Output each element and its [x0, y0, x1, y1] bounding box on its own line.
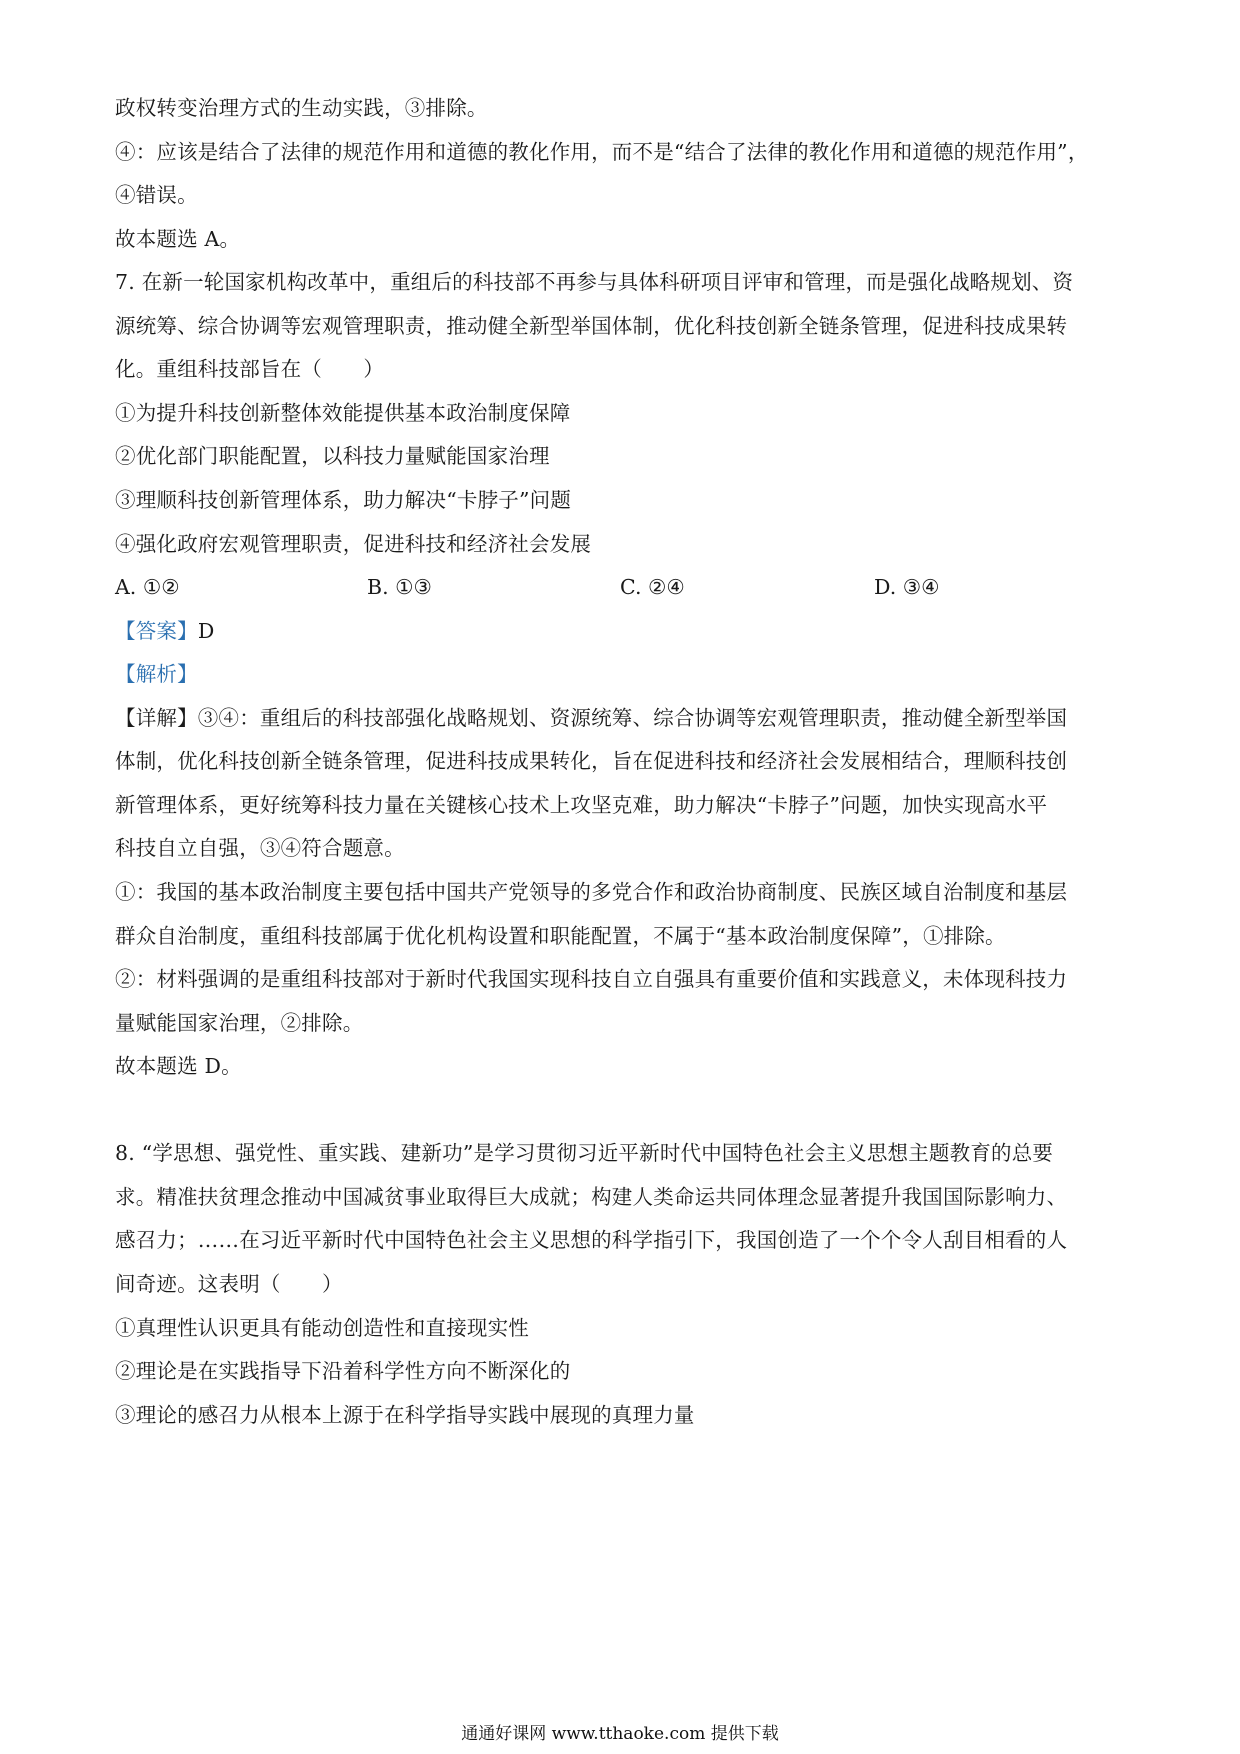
explanation-line: ①：我国的基本政治制度主要包括中国共产党领导的多党合作和政治协商制度、民族区域自治制度和基层 — [115, 880, 1068, 904]
explanation-line: 体制，优化科技创新全链条管理，促进科技成果转化，旨在促进科技和经济社会发展相结合，理顺科技创 — [115, 749, 1068, 773]
explanation-line: ②：材料强调的是重组科技部对于新时代我国实现科技自立自强具有重要价值和实践意义，未体现科技力 — [115, 967, 1068, 991]
question-7-stem: 源统筹、综合协调等宏观管理职责，推动健全新型举国体制，优化科技创新全链条管理，促进科技成果转 — [115, 314, 1068, 338]
answer-value: D — [197, 619, 215, 643]
explanation-line: 科技自立自强，③④符合题意。 — [115, 836, 405, 860]
text-line: ④错误。 — [115, 183, 198, 207]
question-8-stem: 间奇迹。这表明（ ） — [115, 1272, 343, 1296]
option-d: D. ③④ — [874, 575, 940, 599]
question-7-statement: ②优化部门职能配置，以科技力量赋能国家治理 — [115, 444, 550, 468]
analysis-line — [115, 660, 1135, 688]
answer-line — [115, 617, 1135, 645]
question-7-stem: 化。重组科技部旨在（ ） — [115, 357, 385, 381]
option-b: B. ①③ — [367, 575, 432, 599]
question-8-statement: ③理论的感召力从根本上源于在科学指导实践中展现的真理力量 — [115, 1403, 695, 1427]
explanation-line: 新管理体系，更好统筹科技力量在关键核心技术上攻坚克难，助力解决“卡脖子”问题，加快实现高水平 — [115, 793, 1048, 817]
question-8-stem: 感召力；……在习近平新时代中国特色社会主义思想的科学指引下，我国创造了一个个令人刮目相看的人 — [115, 1228, 1068, 1252]
explanation-line: 【详解】③④：重组后的科技部强化战略规划、资源统筹、综合协调等宏观管理职责，推动健全新型举国 — [115, 706, 1068, 730]
page-footer: 通通好课网 www.tthaoke.com 提供下载 — [461, 1724, 779, 1744]
option-a: A. ①② — [115, 575, 180, 599]
text-line: ④：应该是结合了法律的规范作用和道德的教化作用，而不是“结合了法律的教化作用和道德的规范作用”， — [115, 140, 1089, 164]
explanation-line: 量赋能国家治理，②排除。 — [115, 1011, 364, 1035]
question-7-statement: ③理顺科技创新管理体系，助力解决“卡脖子”问题 — [115, 488, 572, 512]
question-7-statement: ④强化政府宏观管理职责，促进科技和经济社会发展 — [115, 532, 592, 556]
text-line: 故本题选 A。 — [115, 227, 241, 251]
question-7-statement: ①为提升科技创新整体效能提供基本政治制度保障 — [115, 401, 571, 425]
question-8-statement: ②理论是在实践指导下沿着科学性方向不断深化的 — [115, 1359, 571, 1383]
text-line: 政权转变治理方式的生动实践，③排除。 — [115, 96, 488, 120]
analysis-tag: 【解析】 — [115, 662, 198, 686]
answer-tag: 【答案】 — [115, 619, 198, 643]
question-7-stem: 7. 在新一轮国家机构改革中，重组后的科技部不再参与具体科研项目评审和管理，而是强化战略规划、资 — [115, 270, 1074, 294]
question-8-statement: ①真理性认识更具有能动创造性和直接现实性 — [115, 1316, 529, 1340]
explanation-line: 群众自治制度，重组科技部属于优化机构设置和职能配置，不属于“基本政治制度保障”，①排除。 — [115, 924, 1006, 948]
option-c: C. ②④ — [620, 575, 685, 599]
explanation-line: 故本题选 D。 — [115, 1054, 242, 1078]
question-8-stem: 求。精准扶贫理念推动中国减贫事业取得巨大成就；构建人类命运共同体理念显著提升我国国际影响力、 — [115, 1185, 1068, 1209]
question-8-stem: 8. “学思想、强党性、重实践、建新功”是学习贯彻习近平新时代中国特色社会主义思想主题教育的总要 — [115, 1141, 1054, 1165]
